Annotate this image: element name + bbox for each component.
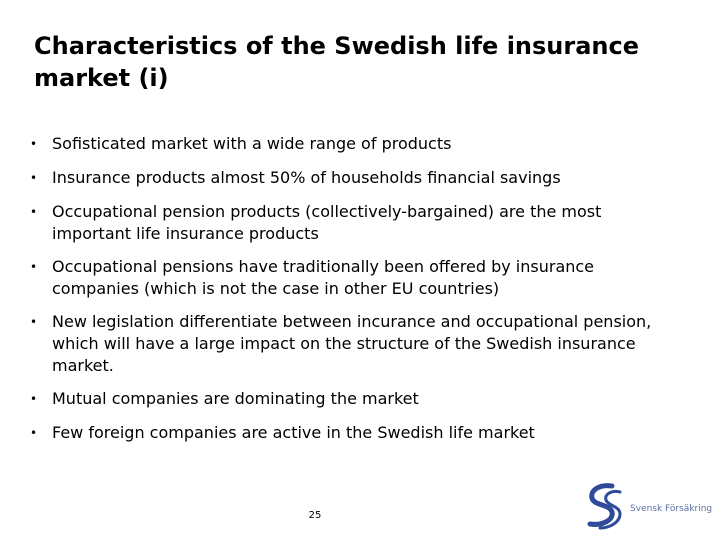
bullet-item <box>30 422 690 444</box>
bullet-text: New legislation differentiate between incurance and occupational pension, which will have a large impact on the structure of the Swedish insurance market. <box>52 312 652 375</box>
bullet-text: Mutual companies are dominating the market <box>52 389 419 408</box>
page-number: 25 <box>308 510 322 521</box>
bullet-text: Sofisticated market with a wide range of products <box>52 134 452 153</box>
bullet-item <box>30 311 690 377</box>
bullet-text: Occupational pensions have traditionally been offered by insurance companies (which is not the case in other EU countries) <box>52 257 595 298</box>
bullet-item <box>30 167 690 189</box>
bullet-text: Few foreign companies are active in the Swedish life market <box>52 423 535 442</box>
bullet-item <box>30 388 690 410</box>
bullet-marker: • <box>30 260 38 274</box>
bullet-marker: • <box>30 137 38 151</box>
bullet-item <box>30 133 690 155</box>
bullet-item <box>30 201 690 245</box>
bullet-text: Insurance products almost 50% of households financial savings <box>52 168 561 187</box>
bullet-marker: • <box>30 392 38 406</box>
bullet-marker: • <box>30 171 38 185</box>
bullet-marker: • <box>30 426 38 440</box>
svensk-forsakring-logo <box>582 482 712 532</box>
logo-text: Svensk Försäkring <box>630 504 713 514</box>
slide-title: Characteristics of the Swedish life insurance market (i) <box>34 32 639 92</box>
bullet-marker: • <box>30 315 38 329</box>
bullet-item <box>30 256 690 300</box>
bullet-text: Occupational pension products (collectively-bargained) are the most important life insurance products <box>52 202 602 243</box>
bullet-marker: • <box>30 205 38 219</box>
logo-mark-icon <box>582 482 628 532</box>
